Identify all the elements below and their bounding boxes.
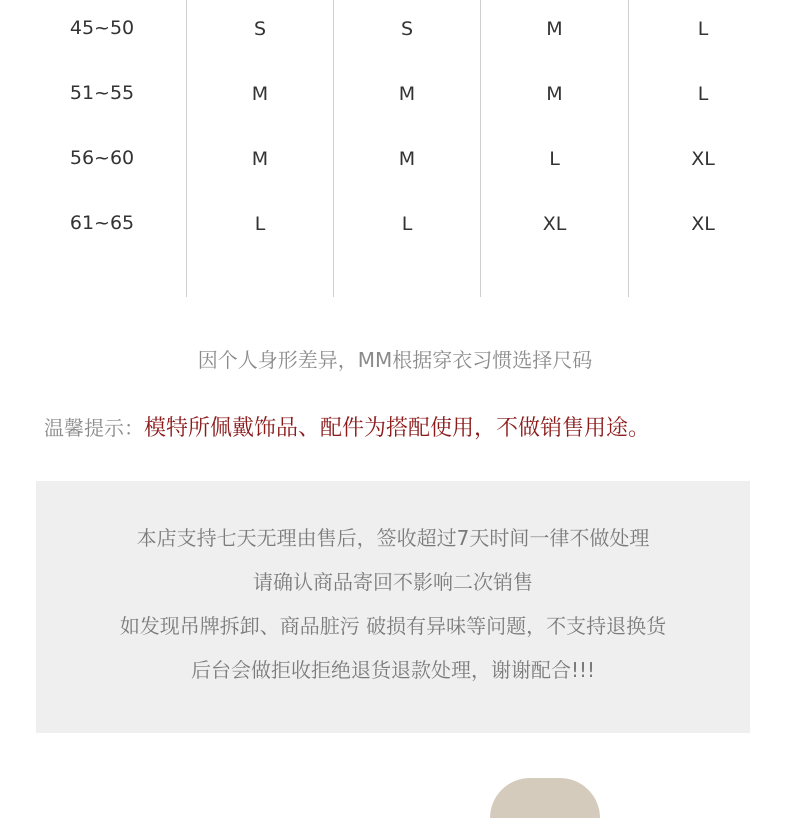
row-range: 51~55	[69, 82, 135, 104]
size-cell: M	[546, 83, 563, 105]
product-image-edge	[490, 778, 600, 818]
row-range: 61~65	[69, 212, 135, 234]
size-cell: L	[549, 148, 560, 170]
size-cell: L	[697, 83, 709, 105]
tip-label: 温馨提示：	[44, 416, 144, 440]
size-cell: S	[400, 18, 414, 40]
policy-line: 如发现吊牌拆卸、商品脏污 破损有异味等问题，不支持退换货	[119, 614, 667, 638]
size-cell: M	[398, 83, 416, 105]
after-sales-policy	[36, 481, 750, 733]
size-cell: L	[697, 18, 709, 40]
policy-line: 本店支持七天无理由售后，签收超过7天时间一律不做处理	[136, 526, 650, 550]
size-cell: XL	[691, 148, 715, 170]
size-cell: XL	[542, 213, 567, 235]
size-note: 因个人身形差异，MM根据穿衣习惯选择尺码	[197, 348, 593, 372]
row-range: 45~50	[69, 17, 135, 39]
size-cell: M	[251, 148, 269, 170]
size-cell: L	[254, 213, 266, 235]
policy-line: 请确认商品寄回不影响二次销售	[253, 570, 533, 594]
tip-line	[44, 410, 650, 446]
size-cell: L	[401, 213, 413, 235]
size-cell: M	[398, 148, 416, 170]
size-cell: M	[251, 83, 269, 105]
row-range: 56~60	[69, 147, 135, 169]
tip-text: 模特所佩戴饰品、配件为搭配使用，不做销售用途。	[144, 416, 651, 441]
policy-line: 后台会做拒收拒绝退货退款处理，谢谢配合!!!	[190, 658, 596, 682]
size-cell: XL	[691, 213, 715, 235]
size-cell: M	[546, 18, 563, 40]
size-table	[0, 0, 790, 297]
size-cell: S	[253, 18, 267, 40]
